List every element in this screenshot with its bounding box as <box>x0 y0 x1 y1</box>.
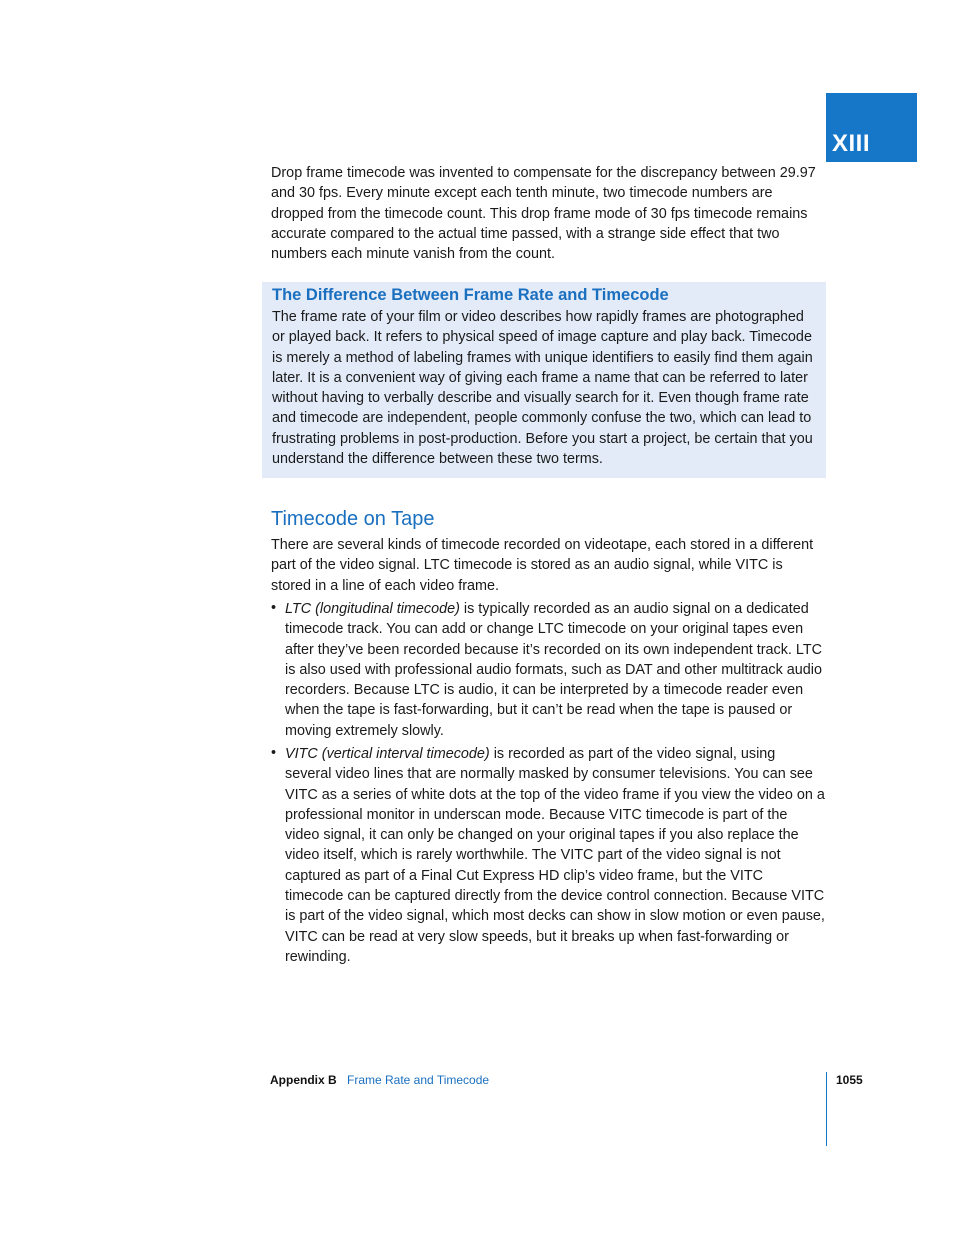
bullet-description: is typically recorded as an audio signal on a dedicated timecode track. You can add or change LTC timecode on your original tapes even after they’ve been recorded because it’s recorded on its own independent track. LTC is also used with professional audio formats, such as DAT and other multitrack audio recorders. Because LTC is audio, it can be interpreted by a timecode reader even when the tape is fast-forwarding, but it can’t be read when the tape is paused or moving extremely slowly. <box>285 601 823 739</box>
callout-title: The Difference Between Frame Rate and Timecode <box>272 286 669 304</box>
page-number: 1055 <box>836 1073 863 1087</box>
footer-chapter-title: Frame Rate and Timecode <box>347 1073 490 1087</box>
footer-divider <box>826 1072 827 1146</box>
footer-appendix-label: Appendix B <box>270 1073 337 1087</box>
bullet-item-vitc <box>285 744 825 967</box>
chapter-tab <box>826 93 917 162</box>
callout-body: The frame rate of your film or video describes how rapidly frames are photographed or played back. It refers to physical speed of image capture and play back. Timecode is merely a method of labeling frames with unique identifiers to easily find them again later. It is a convenient way of giving each frame a name that can be referred to later without having to verbally describe and visually search for it. Even though frame rate and timecode are independent, people commonly confuse the two, which can lead to frustrating problems in post-production. Before you start a project, be certain that you understand the difference between these two terms. <box>272 309 813 468</box>
section-intro: There are several kinds of timecode recorded on videotape, each stored in a different part of the video signal. LTC timecode is stored as an audio signal, while VITC is stored in a line of each video frame. <box>271 537 814 594</box>
bullet-item-ltc <box>285 599 825 741</box>
bullet-description: is recorded as part of the video signal, using several video lines that are normally masked by consumer televisions. You can see VITC as a series of white dots at the top of the video frame if you view the video on a professional monitor in underscan mode. Because VITC timecode is part of the video signal, it can only be changed on your original tapes if you also replace the video itself, which is rarely worthwhile. The VITC part of the video signal is not captured as part of a Final Cut Express HD clip’s video frame, but the VITC timecode can be captured directly from the device control connection. Because VITC is part of the video signal, which most decks can show in slow motion or even pause, VITC can be read at very slow speeds, but it breaks up when fast-forwarding or rewinding. <box>285 746 825 965</box>
bullet-marker: • <box>271 600 277 616</box>
chapter-tab-label: XIII <box>832 130 871 157</box>
intro-paragraph: Drop frame timecode was invented to compensate for the discrepancy between 29.97 and 30 fps. Every minute except each tenth minute, two timecode numbers are dropped from the timecode count. This drop frame mode of 30 fps timecode remains accurate compared to the actual time passed, with a strange side effect that two numbers each minute vanish from the count. <box>271 165 816 263</box>
bullet-term: VITC (vertical interval timecode) <box>285 746 490 762</box>
bullet-term: LTC (longitudinal timecode) <box>285 601 460 617</box>
bullet-marker: • <box>271 745 277 761</box>
section-title: Timecode on Tape <box>271 508 435 530</box>
